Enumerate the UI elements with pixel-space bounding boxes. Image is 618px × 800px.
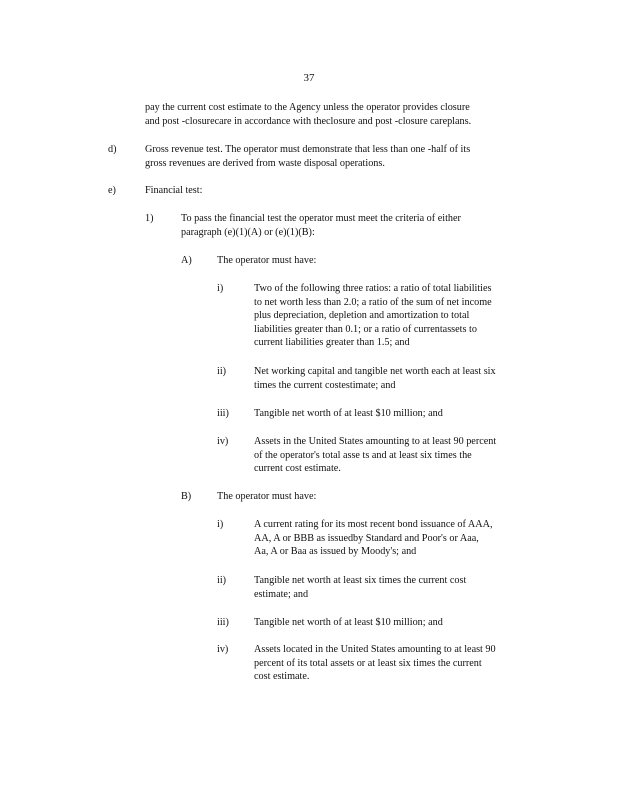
paragraph-line: Gross revenue test. The operator must demonstrate that less than one -half of its <box>145 144 471 155</box>
paragraph-line: times the current costestimate; and <box>254 379 396 391</box>
paragraph-line: of the operator's total asse ts and at least six times the <box>254 449 472 461</box>
paragraph-line: to net worth less than 2.0; a ratio of the sum of net income <box>254 296 492 308</box>
paragraph-line: Two of the following three ratios: a ratio of total liabilities <box>254 283 492 294</box>
item-B-text: The operator must have: <box>217 491 317 502</box>
item-A-text: The operator must have: <box>217 255 317 266</box>
paragraph-line: To pass the financial test the operator must meet the criteria of either <box>181 213 461 224</box>
paragraph-line: Tangible net worth at least six times the current cost <box>254 575 467 586</box>
continuation-paragraph <box>145 101 529 128</box>
paragraph-line: plus depreciation, depletion and amortization to total <box>254 310 470 322</box>
item-A-iv-label: iv) <box>217 436 229 447</box>
item-A-iv-text <box>254 435 539 476</box>
item-B-ii-label: ii) <box>217 575 227 586</box>
item-A-iii-text <box>254 407 539 421</box>
paragraph-line: A current rating for its most recent bond issuance of AAA, <box>254 519 493 530</box>
paragraph-line: Aa, A or Baa as issued by Moody's; and <box>254 546 417 558</box>
item-B-iv-text <box>254 643 541 684</box>
item-e1-text <box>181 212 531 239</box>
paragraph-line: Tangible net worth of at least $10 million; and <box>254 408 443 419</box>
paragraph-line: paragraph (e)(1)(A) or (e)(1)(B): <box>181 226 315 238</box>
paragraph-line: Assets located in the United States amounting to at least 90 <box>254 644 496 655</box>
paragraph-line: liabilities greater than 0.1; or a ratio of currentassets to <box>254 323 477 335</box>
paragraph-line: Net working capital and tangible net worth each at least six <box>254 366 496 377</box>
item-B-iii-label: iii) <box>217 617 229 628</box>
paragraph-line: current liabilities greater than 1.5; and <box>254 337 410 349</box>
paragraph-line: estimate; and <box>254 588 309 600</box>
item-d-label: d) <box>108 144 117 155</box>
paragraph-line: Tangible net worth of at least $10 million; and <box>254 617 443 628</box>
paragraph-line: gross revenues are derived from waste disposal operations. <box>145 157 385 169</box>
item-B-i-text <box>254 518 534 559</box>
item-B-label: B) <box>181 491 192 502</box>
item-B-iv-label: iv) <box>217 644 229 655</box>
item-A-iii-label: iii) <box>217 408 229 419</box>
item-e-text: Financial test: <box>145 185 203 196</box>
paragraph-line: pay the current cost estimate to the Agency unless the operator provides closure <box>145 102 470 113</box>
paragraph-line: cost estimate. <box>254 671 310 683</box>
item-A-i-label: i) <box>217 283 224 294</box>
item-A-ii-text <box>254 365 539 392</box>
item-B-ii-text <box>254 574 539 601</box>
paragraph-line: percent of its total assets or at least six times the current <box>254 657 482 669</box>
item-e-label: e) <box>108 185 116 196</box>
item-A-ii-label: ii) <box>217 366 227 377</box>
paragraph-line: current cost estimate. <box>254 463 341 475</box>
item-d-text <box>145 143 529 170</box>
item-e1-label: 1) <box>145 213 154 224</box>
paragraph-line: and post -closurecare in accordance with theclosure and post -closure careplans. <box>145 115 472 127</box>
paragraph-line: Assets in the United States amounting to at least 90 percent <box>254 436 497 447</box>
paragraph-line: AA, A or BBB as issuedby Standard and Poor's or Aaa, <box>254 532 479 544</box>
item-A-label: A) <box>181 255 192 266</box>
item-A-i-text <box>254 282 532 350</box>
item-B-i-label: i) <box>217 519 224 530</box>
item-B-iii-text <box>254 616 539 630</box>
page-number: 37 <box>303 72 315 84</box>
